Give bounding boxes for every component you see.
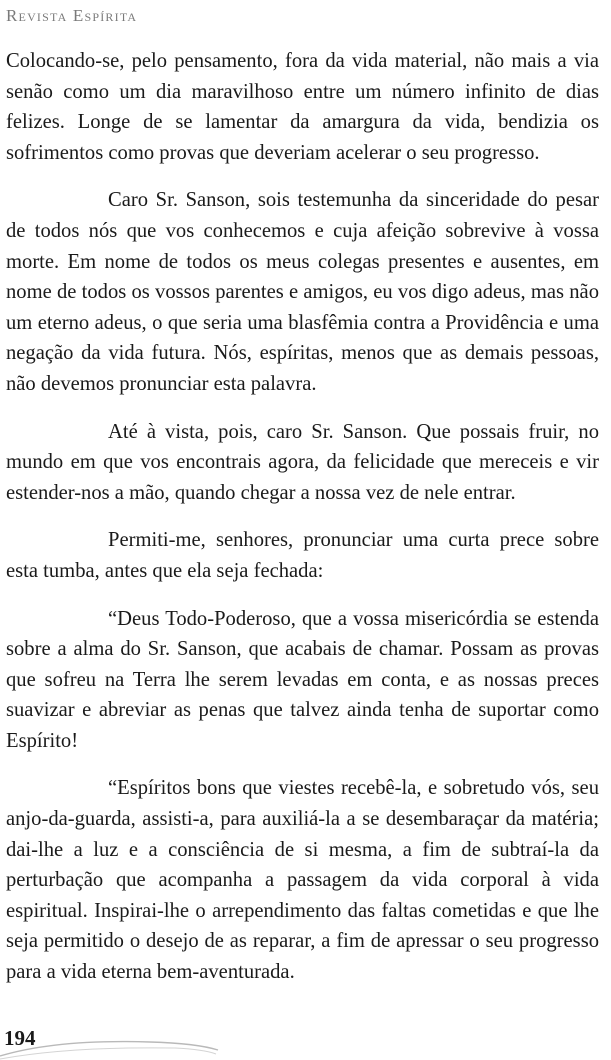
paragraph-1: Colocando-se, pelo pensamento, fora da vida material, não mais a via senão como um dia maravilhoso entre um número infinito de dias felizes. Longe de se lamentar da amargura da vida, bendizia os sofrimentos como provas que deveriam acelerar o seu progresso.	[6, 50, 599, 164]
paragraph-6: “Espíritos bons que viestes recebê-la, e sobretudo vós, seu anjo-da-guarda, assisti-a, para auxiliá-la a se desembaraçar da matéria; dai-lhe a luz e a consciência de si mesma, a fim de subtraí-la da perturbação que acompanha a passagem da vida corporal à vida espiritual. Inspirai-lhe o arrependimento das faltas cometidas e que lhe seja permitido o desejo de as reparar, a fim de apressar o seu progresso para a vida eterna bem-aventurada.	[6, 777, 599, 984]
body-text	[6, 46, 599, 988]
paragraph-5: “Deus Todo-Poderoso, que a vossa misericórdia se estenda sobre a alma do Sr. Sanson, que acabais de chamar. Possam as provas que sofreu na Terra lhe serem levadas em conta, e as nossas preces suavizar e abreviar as penas que talvez ainda tenha de suportar como Espírito!	[6, 607, 599, 752]
paragraph-2: Caro Sr. Sanson, sois testemunha da sinceridade do pesar de todos nós que vos conhecemos e cuja afeição sobrevive à vossa morte. Em nome de todos os meus colegas presentes e ausentes, em nome de todos os vossos parentes e amigos, eu vos digo adeus, mas não um eterno adeus, o que seria uma blasfêmia contra a Providência e uma negação da vida futura. Nós, espíritas, menos que as demais pessoas, não devemos pronunciar esta palavra.	[6, 189, 599, 395]
page-number: 194	[4, 1026, 36, 1050]
paragraph-4: Permiti-me, senhores, pronunciar uma curta prece sobre esta tumba, antes que ela seja fechada:	[6, 529, 599, 582]
running-header: Revista Espírita	[6, 6, 138, 25]
paragraph-3: Até à vista, pois, caro Sr. Sanson. Que possais fruir, no mundo em que vos encontrais agora, da felicidade que mereceis e vir estender-nos a mão, quando chegar a nossa vez de nele entrar.	[6, 420, 599, 504]
